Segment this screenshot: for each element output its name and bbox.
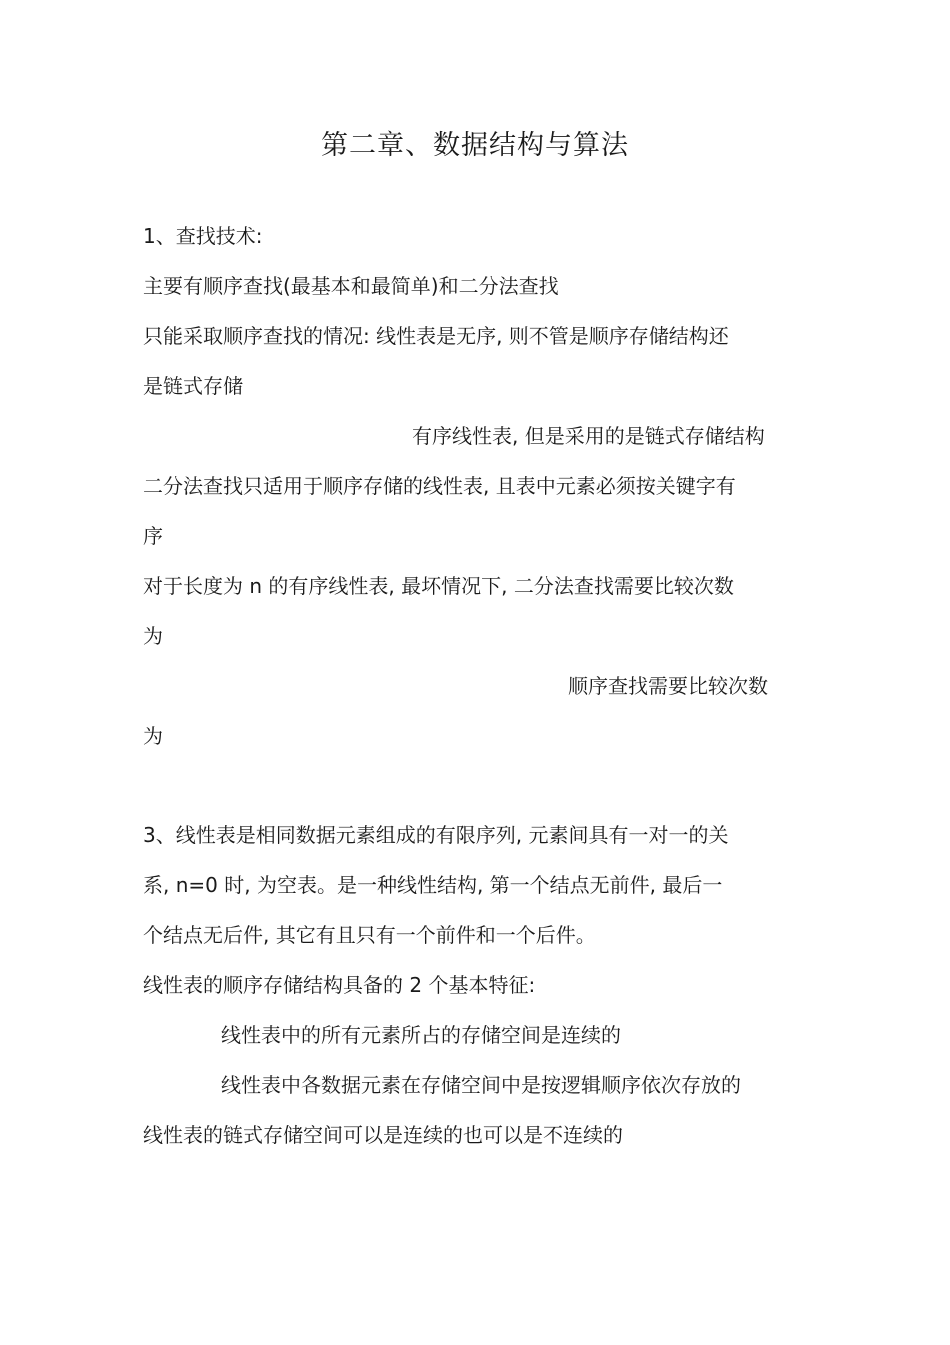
section-3-line: 线性表中各数据元素在存储空间中是按逻辑顺序依次存放的: [221, 1073, 741, 1097]
paragraph-line: 顺序查找需要比较次数: [568, 674, 768, 698]
section-3-line: 系, n=0 时, 为空表。是一种线性结构, 第一个结点无前件, 最后一: [143, 873, 723, 897]
page-title: 第二章、数据结构与算法: [321, 130, 629, 161]
paragraph-line: 为: [143, 624, 163, 648]
paragraph-line: 主要有顺序查找(最基本和最简单)和二分法查找: [143, 274, 559, 298]
paragraph-line: 有序线性表, 但是采用的是链式存储结构: [412, 424, 765, 448]
paragraph-line: 是链式存储: [143, 374, 243, 398]
section-1-heading: 1、查找技术:: [143, 224, 263, 248]
paragraph-line: 二分法查找只适用于顺序存储的线性表, 且表中元素必须按关键字有: [143, 474, 736, 498]
section-3-line: 个结点无后件, 其它有且只有一个前件和一个后件。: [143, 923, 596, 947]
section-3-line: 3、线性表是相同数据元素组成的有限序列, 元素间具有一对一的关: [143, 823, 729, 847]
paragraph-line: 为: [143, 724, 163, 748]
section-3-line: 线性表的顺序存储结构具备的 2 个基本特征:: [143, 973, 536, 997]
section-3-line: 线性表中的所有元素所占的存储空间是连续的: [221, 1023, 621, 1047]
paragraph-line: 只能采取顺序查找的情况: 线性表是无序, 则不管是顺序存储结构还: [143, 324, 729, 348]
paragraph-line: 对于长度为 n 的有序线性表, 最坏情况下, 二分法查找需要比较次数: [143, 574, 734, 598]
paragraph-line: 序: [143, 524, 163, 548]
section-3-line: 线性表的链式存储空间可以是连续的也可以是不连续的: [143, 1123, 623, 1147]
